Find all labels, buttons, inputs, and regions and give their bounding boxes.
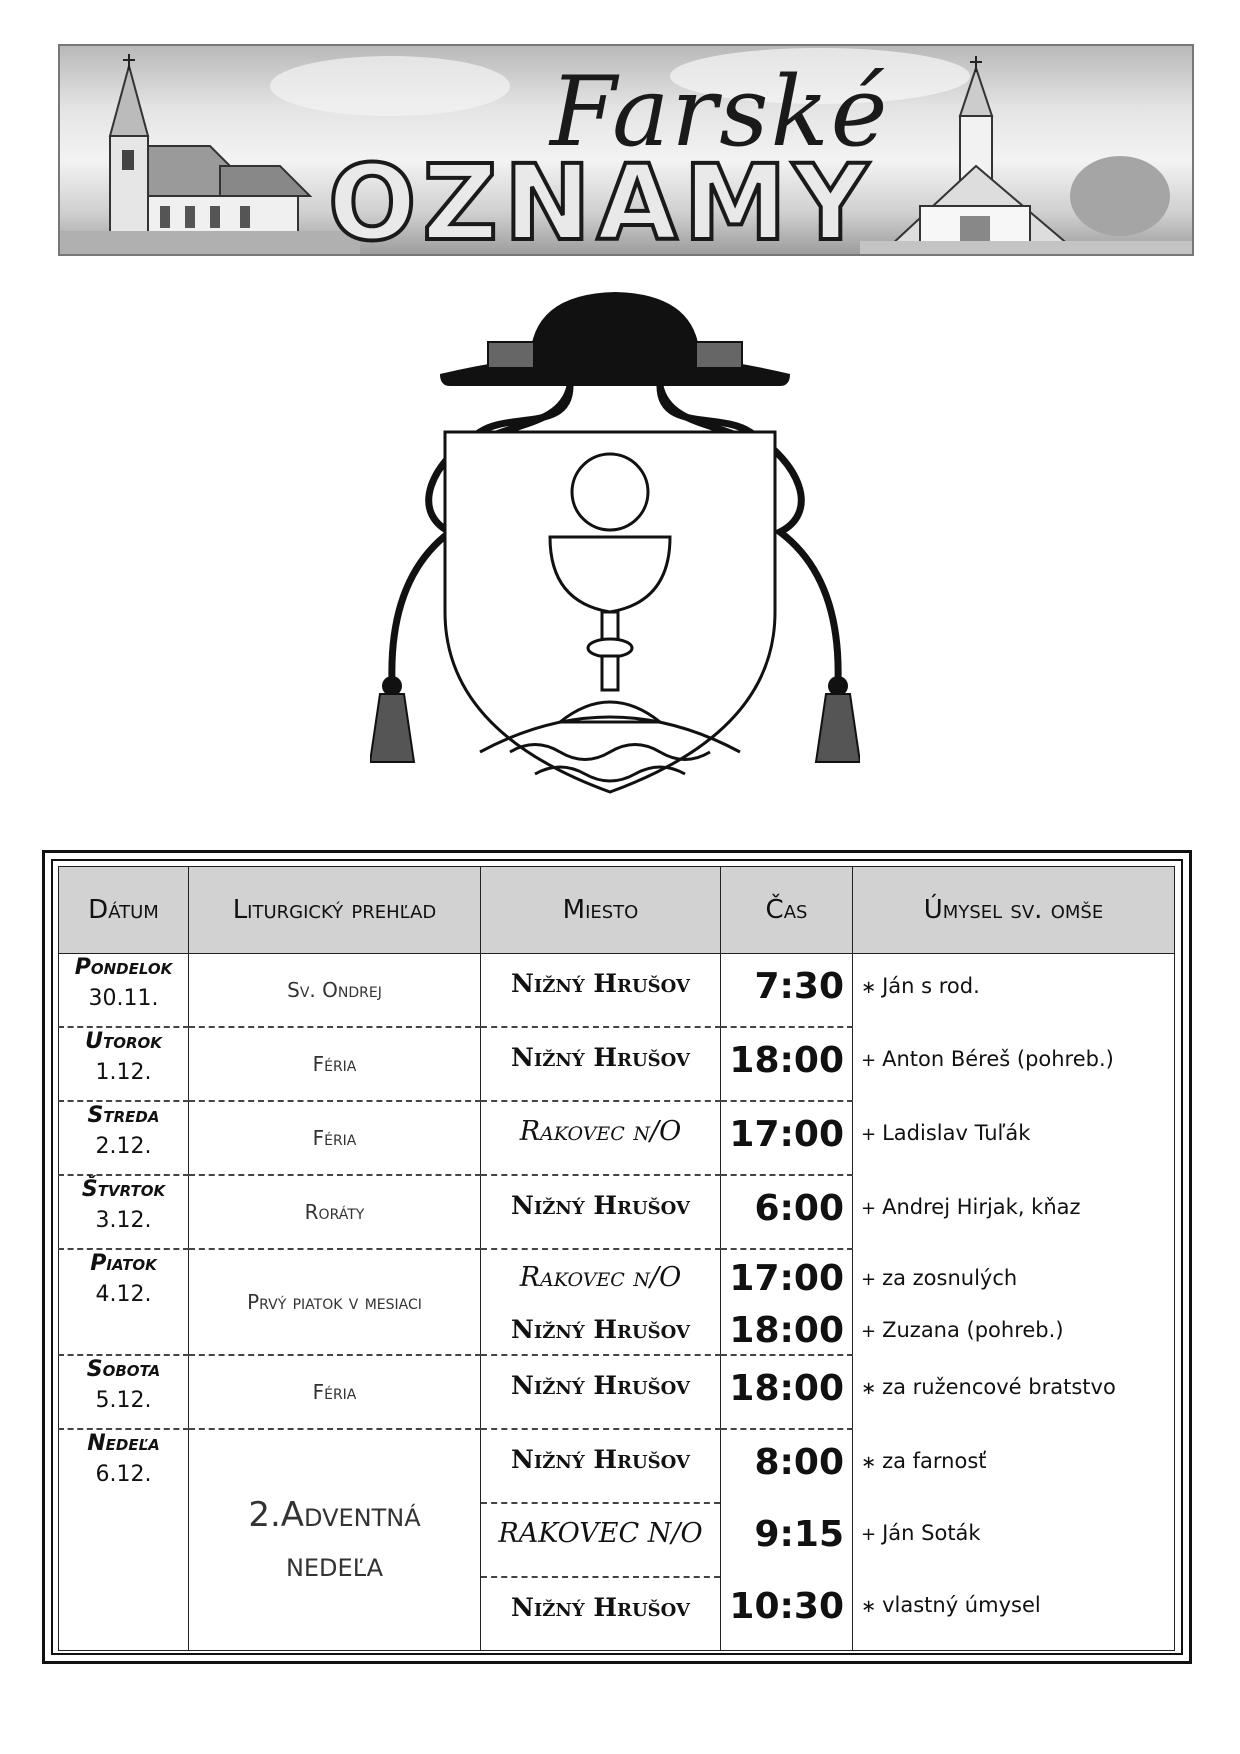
liturgy-line: nedeľa	[285, 1545, 384, 1585]
day-date: 2.12.	[95, 1134, 152, 1159]
intention-cell	[853, 1175, 1174, 1247]
date-cell	[59, 1027, 189, 1101]
header-place: Miesto	[481, 867, 721, 954]
place-cell: Nižný Hrušov	[510, 1315, 691, 1344]
table-row	[59, 1101, 1175, 1175]
intention-cell	[853, 1101, 1174, 1173]
day-name: Štvrtok	[81, 1177, 166, 1202]
intention-text: Ján s rod.	[882, 974, 980, 998]
intention-cell	[853, 1027, 1174, 1099]
intention-text: Anton Béreš (pohreb.)	[882, 1047, 1114, 1071]
intention-marker: +	[861, 1269, 877, 1290]
liturgy-cell	[189, 1429, 481, 1651]
date-cell	[59, 1175, 189, 1249]
coat-of-arms-icon	[370, 282, 860, 802]
time-cell: 18:00	[729, 1368, 844, 1409]
date-cell	[59, 1101, 189, 1175]
date-cell	[59, 1355, 189, 1429]
day-date: 1.12.	[95, 1060, 152, 1085]
time-cell: 17:00	[729, 1258, 844, 1299]
intention-text: za zosnulých	[882, 1266, 1018, 1290]
intention-cell	[853, 1249, 1174, 1301]
time-cell: 6:00	[754, 1188, 844, 1229]
day-date: 5.12.	[95, 1388, 152, 1413]
place-cell: Nižný Hrušov	[510, 1191, 691, 1220]
time-cell: 10:30	[729, 1586, 844, 1627]
intention-text: Ladislav Tuľák	[882, 1121, 1031, 1145]
liturgy-cell: Féria	[189, 1027, 481, 1101]
place-cell: Nižný Hrušov	[510, 1371, 691, 1400]
banner-title-script: Farské	[550, 56, 890, 168]
intention-marker: +	[861, 1321, 877, 1342]
day-date: 3.12.	[95, 1208, 152, 1233]
day-name: Piatok	[90, 1251, 157, 1276]
liturgy-line: 2.Adventná	[248, 1495, 421, 1535]
table-row	[59, 954, 1175, 1028]
place-cell: RAKOVEC N/O	[481, 1504, 720, 1578]
date-cell	[59, 1249, 189, 1355]
table-row	[59, 1175, 1175, 1249]
liturgy-cell: Féria	[189, 1355, 481, 1429]
day-name: Nedeľa	[87, 1431, 160, 1456]
place-cell: Rakovec n/O	[519, 1262, 682, 1293]
day-date: 30.11.	[88, 986, 159, 1011]
intention-text: Andrej Hirjak, kňaz	[882, 1195, 1081, 1219]
intention-marker: +	[861, 1524, 877, 1545]
intention-text: Zuzana (pohreb.)	[882, 1318, 1064, 1342]
intention-marker: ∗	[861, 1378, 877, 1399]
table-row	[59, 1027, 1175, 1101]
day-name: Sobota	[86, 1357, 161, 1382]
time-cell: 18:00	[729, 1310, 844, 1351]
header-intention: Úmysel sv. omše	[853, 867, 1175, 954]
place-cell: Nižný Hrušov	[510, 969, 691, 998]
intention-marker: ∗	[861, 1452, 877, 1473]
intention-marker: ∗	[861, 1596, 877, 1617]
date-cell	[59, 954, 189, 1028]
liturgy-cell: Sv. Ondrej	[189, 954, 481, 1028]
intention-text: vlastný úmysel	[882, 1593, 1041, 1617]
day-date: 6.12.	[95, 1462, 152, 1487]
banner-title-big: OZNAMY	[328, 142, 875, 256]
time-cell: 18:00	[729, 1040, 844, 1081]
intention-marker: +	[861, 1124, 877, 1145]
table-row	[59, 1249, 1175, 1355]
intention-marker: +	[861, 1050, 877, 1071]
intention-cell	[853, 954, 1174, 1026]
intention-text: za farnosť	[882, 1449, 987, 1473]
intention-text: za ružencové bratstvo	[882, 1375, 1116, 1399]
time-cell: 8:00	[754, 1442, 844, 1483]
liturgy-cell: Prvý piatok v mesiaci	[189, 1249, 481, 1355]
table-row	[59, 1355, 1175, 1429]
header-liturgy: Liturgický prehľad	[189, 867, 481, 954]
table-row	[59, 1429, 1175, 1651]
mass-schedule-table	[58, 866, 1175, 1651]
place-cell: Nižný Hrušov	[510, 1593, 691, 1622]
date-cell	[59, 1429, 189, 1651]
table-header-row	[59, 867, 1175, 954]
intention-cell	[853, 1501, 1174, 1573]
time-cell: 17:00	[729, 1114, 844, 1155]
header-date: Dátum	[59, 867, 189, 954]
place-cell: Nižný Hrušov	[510, 1043, 691, 1072]
liturgy-cell: Roráty	[189, 1175, 481, 1249]
day-name: Utorok	[85, 1029, 162, 1054]
intention-cell	[853, 1429, 1174, 1501]
header-banner	[58, 44, 1194, 256]
intention-marker: +	[861, 1198, 877, 1219]
day-name: Streda	[87, 1103, 160, 1128]
day-name: Pondelok	[74, 955, 173, 980]
time-cell: 7:30	[754, 966, 844, 1007]
intention-text: Ján Soták	[882, 1521, 981, 1545]
day-date: 4.12.	[95, 1282, 152, 1307]
place-cell: Nižný Hrušov	[481, 1430, 720, 1504]
intention-cell	[853, 1301, 1174, 1353]
liturgy-cell: Féria	[189, 1101, 481, 1175]
time-cell: 9:15	[754, 1514, 844, 1555]
intention-cell	[853, 1573, 1174, 1645]
intention-marker: ∗	[861, 977, 877, 998]
header-time: Čas	[721, 867, 853, 954]
place-cell: Rakovec n/O	[519, 1116, 682, 1147]
intention-cell	[853, 1355, 1174, 1427]
